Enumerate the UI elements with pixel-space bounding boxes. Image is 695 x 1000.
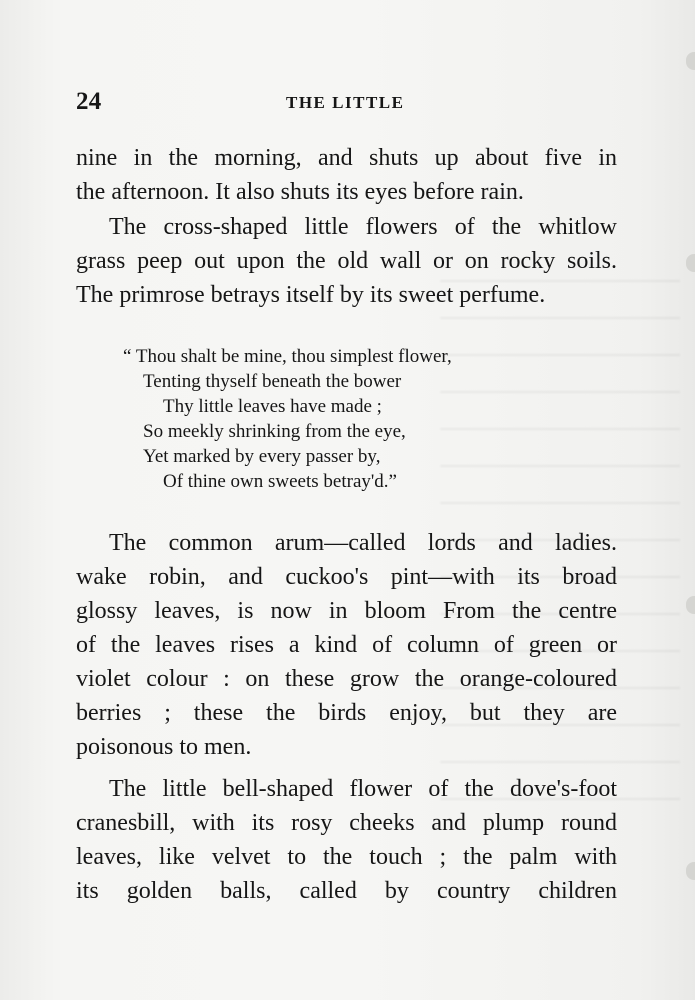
paragraph-whitlow <box>76 210 617 312</box>
paragraph-arum <box>76 526 617 764</box>
text-line: of the leaves rises a kind of column of green or <box>76 632 617 658</box>
poem-line: Tenting thyself beneath the bower <box>143 371 402 392</box>
text-line: leaves, like velvet to the touch ; the palm with <box>76 844 617 870</box>
poem-line: Yet marked by every passer by, <box>143 446 381 467</box>
paragraph-continuation <box>76 141 617 209</box>
text-line: grass peep out upon the old wall or on rocky soils. <box>76 248 617 274</box>
text-line: The little bell-shaped flower of the dove's-foot <box>109 776 617 802</box>
text-line: nine in the morning, and shuts up about five in <box>76 145 617 171</box>
poem-line: “ Thou shalt be mine, thou simplest flower, <box>123 346 452 367</box>
page-edge-mark <box>686 52 695 70</box>
poem-line: So meekly shrinking from the eye, <box>143 421 406 442</box>
text-line: The cross-shaped little flowers of the whitlow <box>109 214 617 240</box>
poem-line: Thy little leaves have made ; <box>163 396 382 417</box>
page-number: 24 <box>76 88 102 115</box>
text-line: glossy leaves, is now in bloom From the centre <box>76 598 617 624</box>
poem-quotation <box>123 344 503 494</box>
running-head: THE LITTLE <box>286 93 405 112</box>
page-edge-mark <box>686 596 695 614</box>
text-line: poisonous to men. <box>76 734 252 760</box>
text-line: wake robin, and cuckoo's pint—with its broad <box>76 564 617 590</box>
text-line: berries ; these the birds enjoy, but they are <box>76 700 617 726</box>
page-edge-mark <box>686 862 695 880</box>
page-header <box>76 88 616 120</box>
text-line: its golden balls, called by country children <box>76 878 617 904</box>
text-line: The common arum—called lords and ladies. <box>109 530 617 556</box>
text-line: The primrose betrays itself by its sweet perfume. <box>76 282 546 308</box>
text-line: cranesbill, with its rosy cheeks and plump round <box>76 810 617 836</box>
page-edge-mark <box>686 254 695 272</box>
text-line: the afternoon. It also shuts its eyes before rain. <box>76 179 524 205</box>
paragraph-cranesbill <box>76 772 617 908</box>
poem-line: Of thine own sweets betray'd.” <box>163 471 397 492</box>
text-line: violet colour : on these grow the orange-coloured <box>76 666 617 692</box>
